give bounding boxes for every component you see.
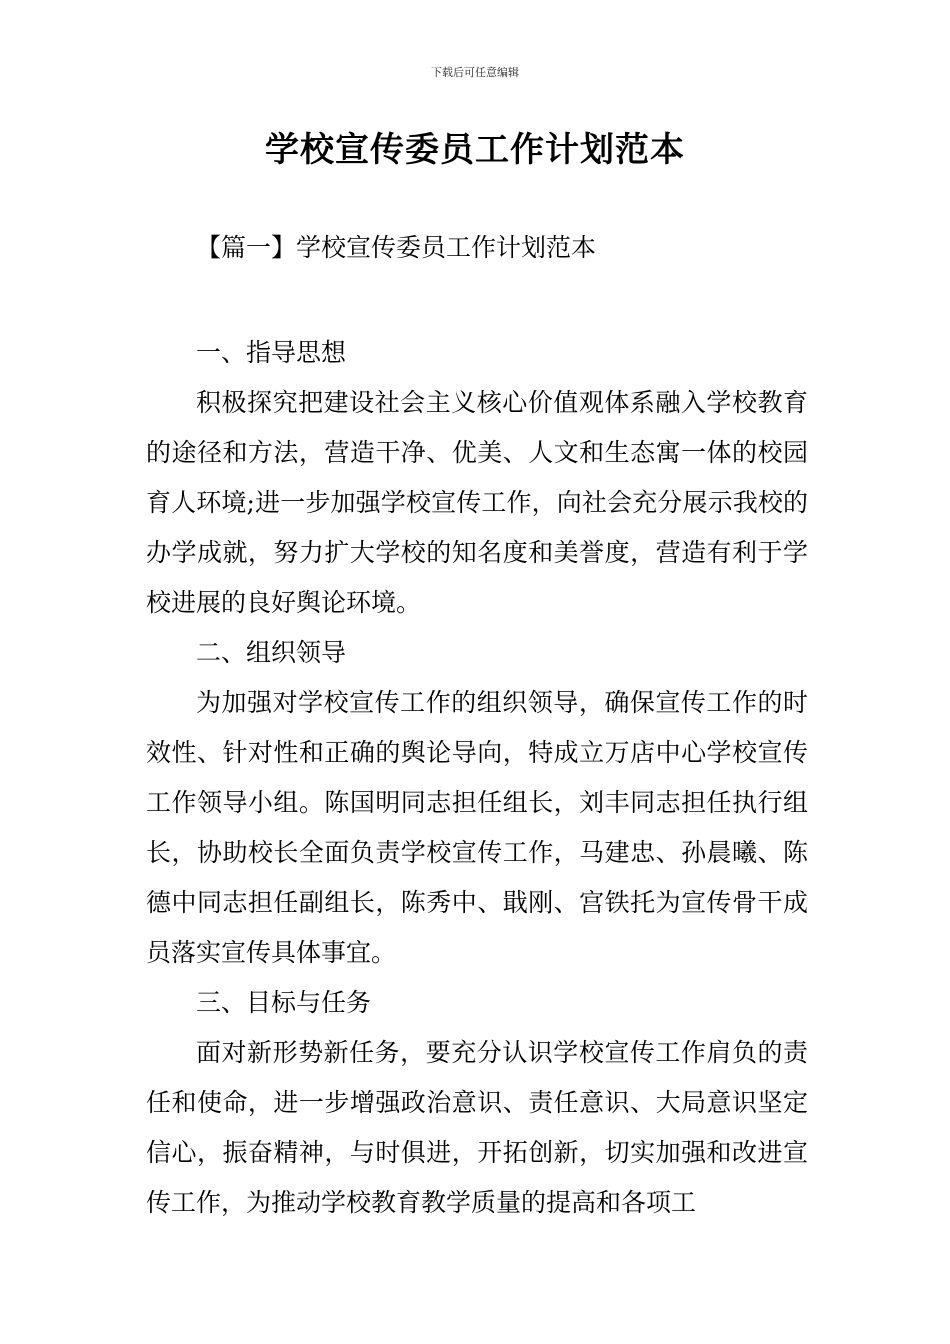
heading-organization: 二、组织领导 bbox=[196, 638, 347, 667]
document-title: 学校宣传委员工作计划范本 bbox=[265, 130, 685, 170]
heading-goals-tasks: 三、目标与任务 bbox=[196, 988, 372, 1017]
document-body bbox=[146, 328, 808, 1228]
section-subtitle: 【篇一】学校宣传委员工作计划范本 bbox=[196, 233, 597, 262]
heading-guiding-ideology: 一、指导思想 bbox=[196, 338, 347, 367]
paragraph-organization: 为加强对学校宣传工作的组织领导，确保宣传工作的时效性、针对性和正确的舆论导向，特成立万店中心学校宣传工作领导小组。陈国明同志担任组长，刘丰同志担任执行组长，协助校长全面负责学校宣传工作，马建忠、孙晨曦、陈德中同志担任副组长，陈秀中、戢刚、宫铁托为宣传骨干成员落实宣传具体事宜。 bbox=[146, 688, 808, 967]
paragraph-goals-tasks: 面对新形势新任务，要充分认识学校宣传工作肩负的责任和使命，进一步增强政治意识、责任意识、大局意识坚定信心，振奋精神，与时俱进，开拓创新，切实加强和改进宣传工作，为推动学校教育教学质量的提高和各项工 bbox=[146, 1038, 808, 1217]
page-header-note: 下载后可任意编辑 bbox=[431, 66, 519, 79]
paragraph-guiding-ideology: 积极探究把建设社会主义核心价值观体系融入学校教育的途径和方法，营造干净、优美、人文和生态寓一体的校园育人环境;进一步加强学校宣传工作，向社会充分展示我校的办学成就，努力扩大学校的知名度和美誉度，营造有利于学校进展的良好舆论环境。 bbox=[146, 388, 808, 617]
